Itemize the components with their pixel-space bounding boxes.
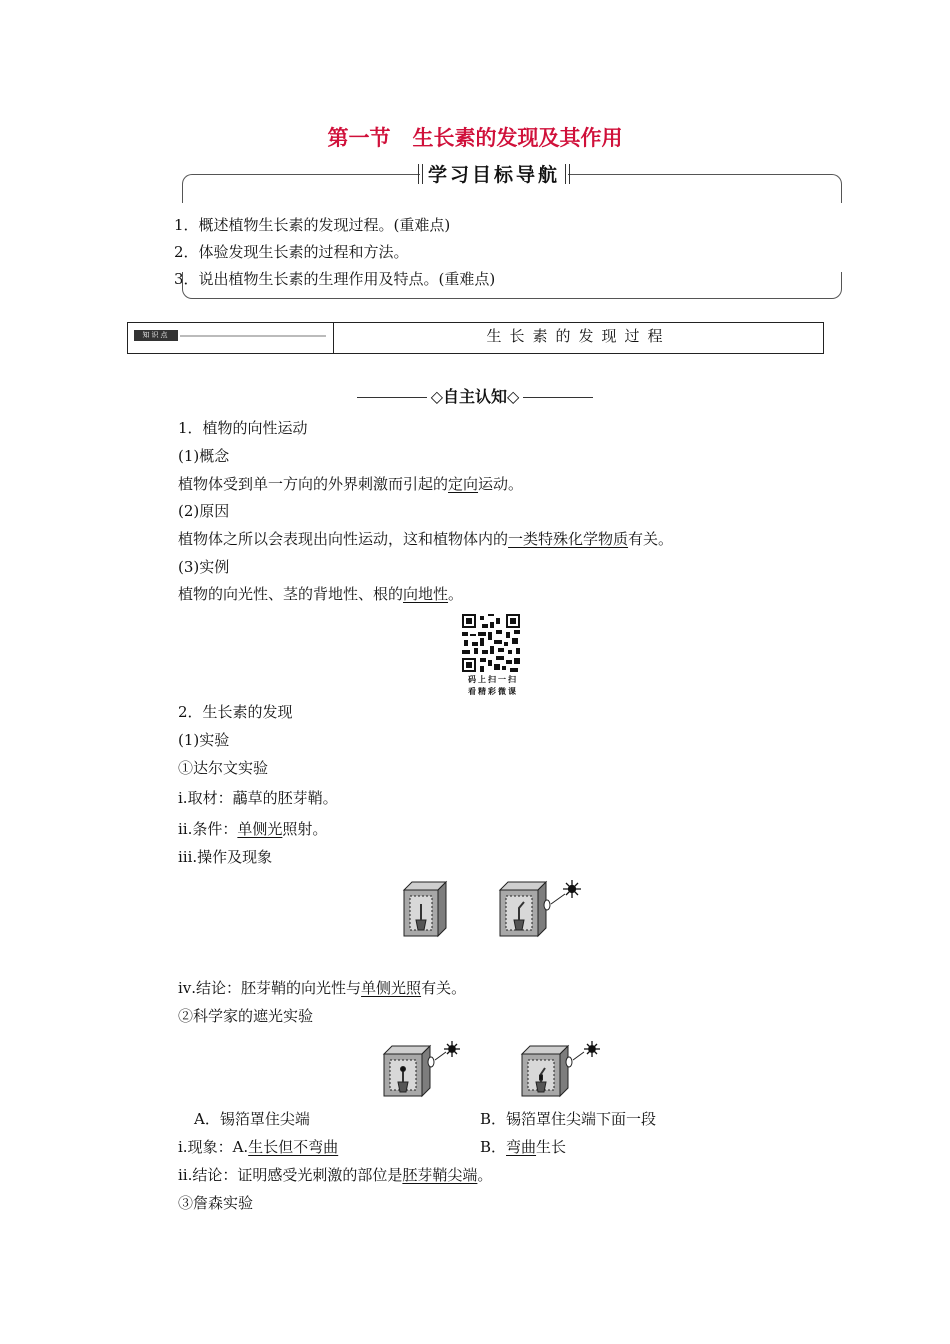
answer-blank: 弯曲 [506,1138,537,1156]
answer-blank: 单侧光 [237,820,283,838]
answer-blank: 胚芽鞘尖端 [402,1166,478,1184]
answer-blank: 一类特殊化学物质 [508,530,629,548]
text-line: ②科学家的遮光实验 [178,1007,314,1025]
learning-goals-label: 学习目标导航 [420,160,568,187]
knowledge-point-bar [127,322,824,354]
text-line: (3)实例 [178,558,230,576]
heading-rule-right [523,397,593,398]
figure-caption-b: B．锡箔罩住尖端下面一段 [480,1110,657,1128]
answer-blank: 生长但不弯曲 [248,1138,339,1156]
answer-blank: 单侧光照 [361,979,422,997]
text-line: (1)实验 [178,731,230,749]
knowledge-point-title: 生长素的发现过程 [486,327,671,345]
text-line: ③詹森实验 [178,1194,254,1212]
text-line: 植物体受到单一方向的外界刺激而引起的定向运动。 [178,475,524,493]
text-line: ⅱ.条件：单侧光照射。 [178,820,328,838]
text-line: ⅱ.结论：证明感受光刺激的部位是胚芽鞘尖端。 [178,1166,493,1184]
goal-item: 2．体验发现生长素的过程和方法。 [174,243,409,261]
text-line: 植物的向光性、茎的背地性、根的向地性。 [178,585,464,603]
text-line: 2．生长素的发现 [178,703,293,721]
goal-item: 3．说出植物生长素的生理作用及特点。(重难点) [174,270,496,288]
qr-caption: 码上扫一扫 [468,674,518,684]
text-line: ⅲ.操作及现象 [178,848,273,866]
text-line: ⅳ.结论：胚芽鞘的向光性与单侧光照有关。 [178,979,467,997]
text-line: 1．植物的向性运动 [178,419,308,437]
learning-goals-panel [174,160,842,312]
qr-code-icon[interactable] [462,614,520,672]
text-line: 植物体之所以会表现出向性运动，这和植物体内的一类特殊化学物质有关。 [178,530,674,548]
figure-caption-a: A．锡箔罩住尖端 [194,1110,310,1128]
shading-experiment-figure [380,1040,610,1100]
text-line: (1)概念 [178,447,230,465]
badge-rule [180,335,326,337]
answer-blank: 向地性 [403,585,449,603]
answer-blank: 定向 [448,475,479,493]
goal-item: 1．概述植物生长素的发现过程。(重难点) [174,216,451,234]
text-line: (2)原因 [178,502,230,520]
panel-bottom-border [182,272,842,299]
text-line: ①达尔文实验 [178,759,269,777]
darwin-experiment-figure [400,880,590,942]
section-heading-text: ◇自主认知◇ [430,387,520,406]
knowledge-point-badge: 知识点 [134,330,178,341]
section-heading [0,384,950,407]
text-line: ⅰ.现象：A.生长但不弯曲 [178,1138,339,1156]
text-line: ⅰ.取材：虉草的胚芽鞘。 [178,789,338,807]
title-text: 生长素的发现及其作用 [412,126,623,150]
title-section-number: 第一节 [327,126,391,150]
page-title [0,122,950,152]
heading-rule-left [357,397,427,398]
text-line: B．弯曲生长 [480,1138,567,1156]
qr-caption: 看精彩微课 [468,686,518,696]
